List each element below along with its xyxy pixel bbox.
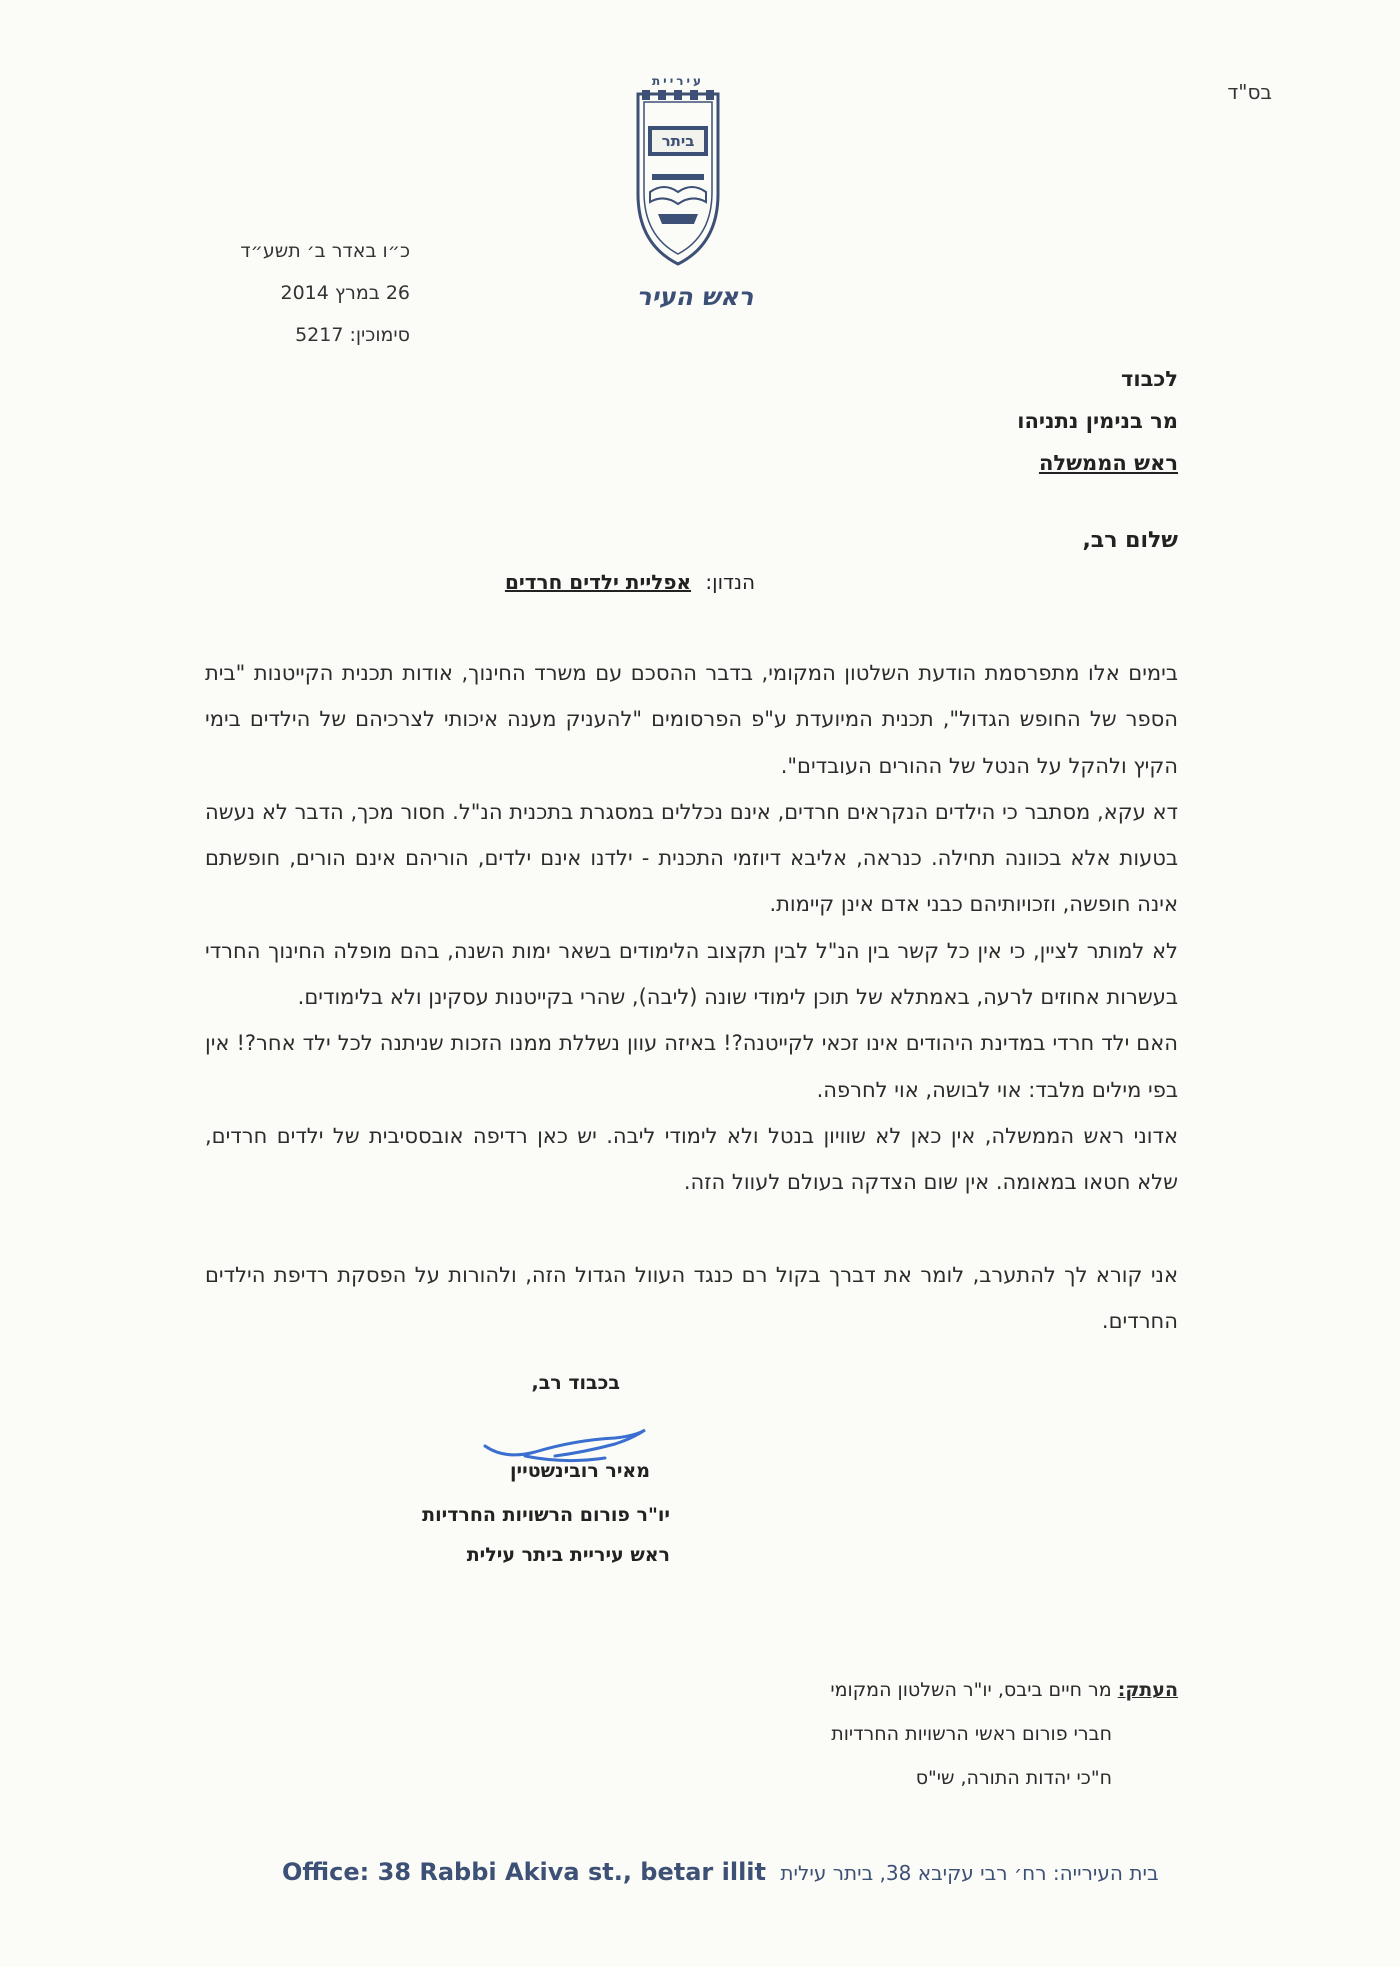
handwritten-signature-icon bbox=[465, 1408, 665, 1468]
cc-block bbox=[618, 1668, 1178, 1800]
cc-line-1 bbox=[618, 1668, 1178, 1712]
cc-recipient: חברי פורום ראשי הרשויות החרדיות bbox=[831, 1723, 1112, 1745]
cc-label: העתק: bbox=[1117, 1679, 1178, 1701]
reference-number: סימוכין: 5217 bbox=[295, 324, 410, 346]
body-paragraph: דא עקא, מסתבר כי הילדים הנקראים חרדים, אינם נכללים במסגרת בתכנית הנ"ל. חסור מכך, הדבר לא נעשה בטעות אלא בכוונה תחילה. כנראה, אליבא דיוזמי התכנית - ילדנו אינם ילדים, הוריהם אינם הורים, חופשתם אינה חופשה, וזכויותיהם כבני אדם אינן קיימות. bbox=[205, 799, 1178, 917]
mayor-label: ראש העיר bbox=[636, 282, 754, 311]
greeting: שלום רב, bbox=[1082, 528, 1178, 553]
subject-line bbox=[400, 570, 860, 594]
cc-recipient: ח"כי יהדות התורה, שי"ס bbox=[915, 1767, 1112, 1789]
recipient-block bbox=[1017, 358, 1178, 484]
signer-title-2: ראש עיריית ביתר עילית bbox=[466, 1544, 670, 1566]
gregorian-date: 26 במרץ 2014 bbox=[280, 282, 410, 304]
body-paragraph: לא למותר לציין, כי אין כל קשר בין הנ"ל לבין תקצוב הלימודים בשאר ימות השנה, בהם מופלה החינוך החרדי בעשרות אחוזים לרעה, באמתלא של תוכן לימודי שונה (ליבה), שהרי בקייטנות עסקינן ולא בלימודים. bbox=[205, 938, 1178, 1010]
footer-address bbox=[282, 1858, 1159, 1886]
municipality-logo bbox=[628, 74, 728, 274]
cc-recipient: מר חיים ביבס, יו"ר השלטון המקומי bbox=[830, 1679, 1112, 1701]
letter-meta bbox=[200, 230, 410, 356]
signer-name: מאיר רובינשטיין bbox=[509, 1460, 650, 1482]
body-paragraph: אדוני ראש הממשלה, אין כאן לא שוויון בנטל ולא לימודי ליבה. יש כאן רדיפה אובססיבית של ילדים חרדים, שלא חטאו במאומה. אין שום הצדקה בעולם לעוול הזה. bbox=[205, 1123, 1178, 1195]
recipient-title: ראש הממשלה bbox=[1038, 451, 1178, 475]
signer-title-1: יו"ר פורום הרשויות החרדיות bbox=[422, 1504, 670, 1526]
subject-value: אפליית ילדים חרדים bbox=[504, 570, 692, 594]
recipient-name: מר בנימין נתניהו bbox=[1017, 409, 1178, 433]
recipient-honorific: לכבוד bbox=[1121, 367, 1178, 391]
body-paragraph: האם ילד חרדי במדינת היהודים אינו זכאי לקייטנה?! באיזה עוון נשללת ממנו הזכות שניתנה לכל ילד אחר?! אין בפי מילים מלבד: אוי לבושה, אוי לחרפה. bbox=[205, 1031, 1178, 1102]
paragraph-gap bbox=[205, 1206, 1178, 1252]
logo-text-main: ביתר bbox=[661, 132, 695, 150]
letter-body bbox=[205, 650, 1178, 1344]
bsd-mark: בס"ד bbox=[1227, 80, 1272, 104]
subject-label: הנדון: bbox=[705, 570, 756, 594]
body-paragraph: בימים אלו מתפרסמת הודעת השלטון המקומי, בדבר ההסכם עם משרד החינוך, אודות תכנית הקייטנות "בית הספר של החופש הגדול", תכנית המיועדת ע"פ הפרסומים "להעניק מענה איכותי לצרכיהם של הילדים בימי הקיץ ולהקל על הנטל של ההורים העובדים". bbox=[205, 661, 1178, 778]
logo-text-top: עיריית bbox=[651, 74, 704, 88]
footer-english: Office: 38 Rabbi Akiva st., betar illit bbox=[282, 1858, 766, 1886]
body-paragraph: אני קורא לך להתערב, לומר את דברך בקול רם כנגד העוול הגדול הזה, ולהורות על הפסקת רדיפת הילדים החרדים. bbox=[205, 1262, 1178, 1333]
hebrew-date: כ״ו באדר ב׳ תשע״ד bbox=[240, 240, 410, 262]
municipality-emblem-icon bbox=[628, 74, 728, 274]
footer-hebrew: בית העירייה: רח׳ רבי עקיבא 38, ביתר עילית bbox=[780, 1861, 1159, 1885]
closing-regards: בכבוד רב, bbox=[531, 1372, 620, 1394]
